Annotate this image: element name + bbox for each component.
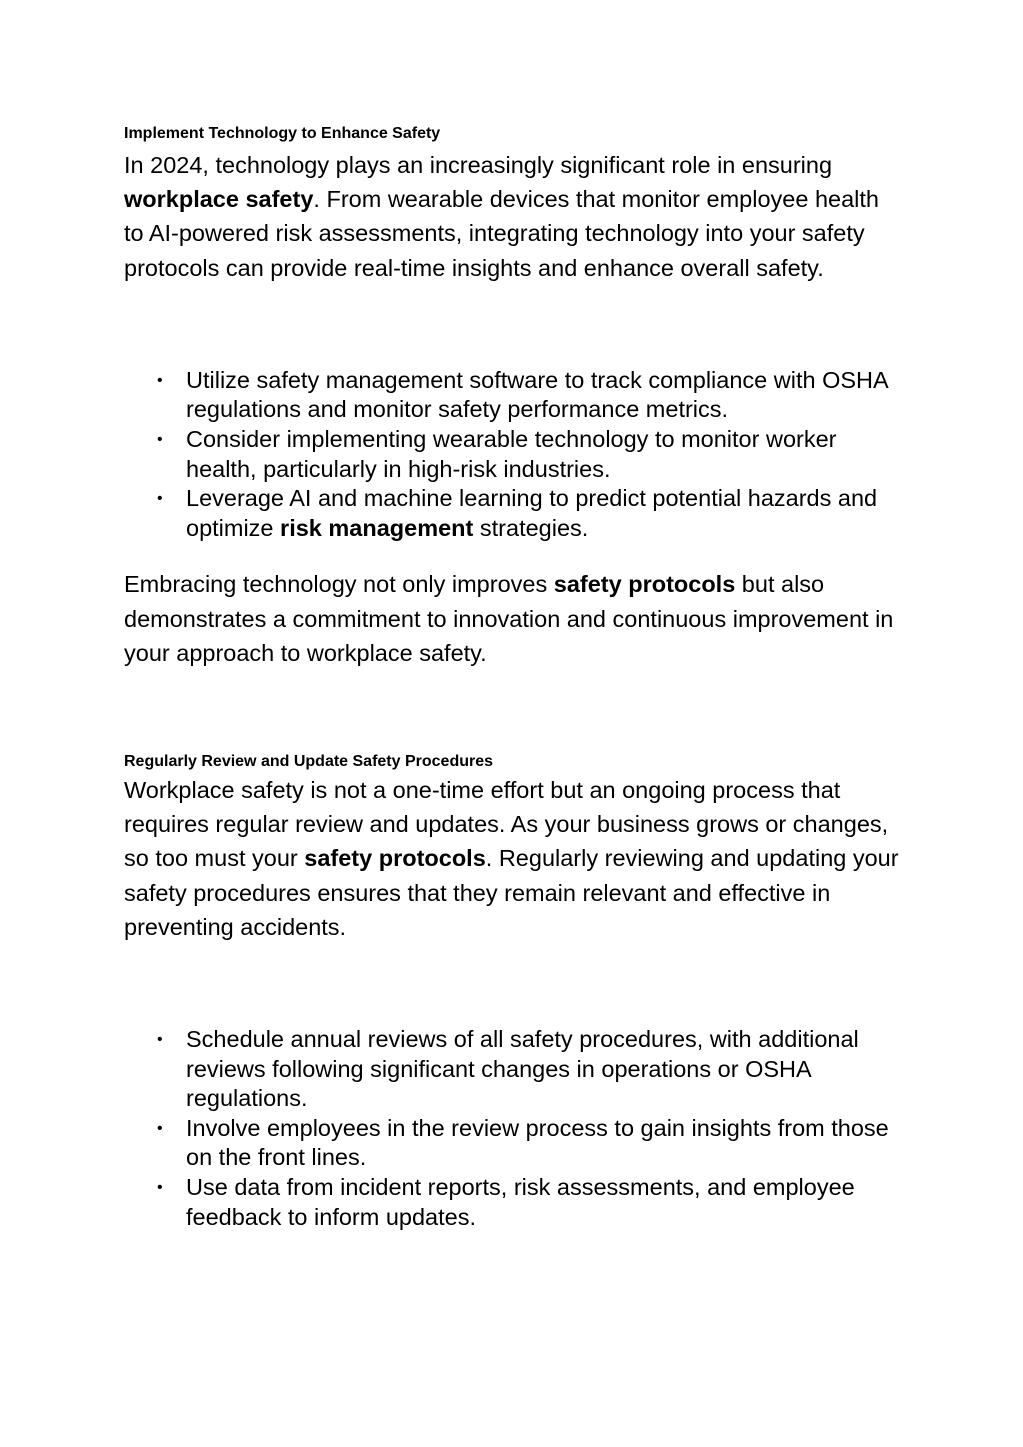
section-intro-paragraph: Workplace safety is not a one-time effort but an ongoing process that requires regular review and updates. As your business grows or changes, so too must your safety protocols. Regularly reviewing and updating your safety procedures ensures that they remain relevant and effective in preventing accidents. xyxy=(124,777,899,940)
bullet-icon: • xyxy=(157,431,163,448)
section-heading: Implement Technology to Enhance Safety xyxy=(124,125,441,142)
list-item: • Leverage AI and machine learning to predict potential hazards and optimize risk management strategies. xyxy=(157,485,878,541)
bullet-icon: • xyxy=(157,1031,163,1049)
bullet-icon: • xyxy=(157,1178,163,1196)
list-item: • Involve employees in the review process to gain insights from those on the front lines. xyxy=(157,1114,889,1171)
bullet-icon: • xyxy=(157,490,163,508)
list-item: • Schedule annual reviews of all safety procedures, with additional reviews following significant changes in operations or OSHA regulations. xyxy=(157,1026,859,1112)
bold-term: risk management xyxy=(280,514,474,541)
section-intro-paragraph: In 2024, technology plays an increasingly significant role in ensuring workplace safety. From wearable devices that monitor employee health to AI-powered risk assessments, integrating technology into your safety protocols can provide real-time insights and enhance overall safety. xyxy=(124,152,879,281)
section-review xyxy=(124,751,904,1232)
section-outro-paragraph: Embracing technology not only improves safety protocols but also demonstrates a commitment to innovation and continuous improvement in your approach to workplace safety. xyxy=(124,571,894,666)
bold-term: safety protocols xyxy=(553,571,736,598)
section-heading: Regularly Review and Update Safety Procedures xyxy=(124,753,494,770)
list-item: • Utilize safety management software to track compliance with OSHA regulations and monitor safety performance metrics. xyxy=(157,366,888,423)
section-technology xyxy=(124,123,904,670)
bullet-list xyxy=(124,1025,904,1232)
bold-term: safety protocols xyxy=(304,845,486,872)
bullet-list xyxy=(124,366,904,544)
list-item: • Use data from incident reports, risk assessments, and employee feedback to inform updates. xyxy=(157,1173,855,1230)
list-item: • Consider implementing wearable technology to monitor worker health, particularly in high-risk industries. xyxy=(157,426,837,482)
bold-term: workplace safety xyxy=(124,186,314,213)
bullet-icon: • xyxy=(157,371,163,389)
bullet-icon: • xyxy=(157,1119,163,1137)
